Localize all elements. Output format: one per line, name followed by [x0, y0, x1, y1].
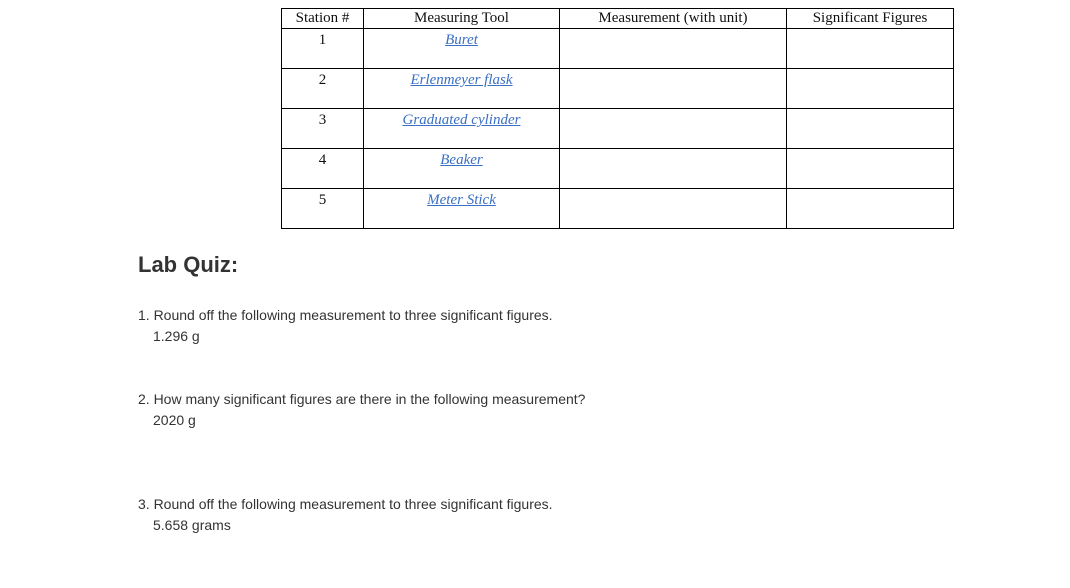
table-row [282, 29, 954, 69]
quiz-title: Lab Quiz: [138, 252, 239, 277]
tool-cell [364, 29, 560, 69]
station-number: 1 [282, 29, 364, 69]
measurement-cell[interactable] [560, 149, 787, 189]
tool-link-meter-stick[interactable]: Meter Stick [427, 192, 496, 208]
tool-link-buret[interactable]: Buret [445, 32, 478, 48]
quiz-question-1 [138, 306, 553, 345]
quiz-question-2 [138, 390, 585, 429]
sig-figs-cell[interactable] [787, 29, 954, 69]
tool-cell [364, 109, 560, 149]
station-number: 4 [282, 149, 364, 189]
quiz-question-3 [138, 495, 553, 534]
sig-figs-cell[interactable] [787, 189, 954, 229]
station-number: 3 [282, 109, 364, 149]
sig-figs-cell[interactable] [787, 149, 954, 189]
tool-cell [364, 189, 560, 229]
tool-link-erlenmeyer-flask[interactable]: Erlenmeyer flask [410, 72, 513, 88]
measurement-cell[interactable] [560, 109, 787, 149]
measurement-cell[interactable] [560, 189, 787, 229]
table-row [282, 189, 954, 229]
tool-cell [364, 149, 560, 189]
sig-figs-cell[interactable] [787, 109, 954, 149]
header-station: Station # [282, 9, 364, 29]
station-number: 2 [282, 69, 364, 109]
sig-figs-cell[interactable] [787, 69, 954, 109]
question-value: 1.296 g [153, 328, 200, 344]
stations-table [281, 8, 954, 229]
question-value: 2020 g [153, 412, 196, 428]
tool-link-graduated-cylinder[interactable]: Graduated cylinder [402, 112, 521, 128]
header-measuring-tool: Measuring Tool [364, 9, 560, 29]
station-number: 5 [282, 189, 364, 229]
measurement-cell[interactable] [560, 29, 787, 69]
table-row [282, 69, 954, 109]
table-row [282, 109, 954, 149]
table-row [282, 149, 954, 189]
header-measurement: Measurement (with unit) [560, 9, 787, 29]
question-prompt: 3. Round off the following measurement to three significant figures. [138, 496, 553, 512]
measurement-cell[interactable] [560, 69, 787, 109]
question-prompt: 2. How many significant figures are there in the following measurement? [138, 391, 586, 407]
header-significant-figures: Significant Figures [787, 9, 954, 29]
tool-cell [364, 69, 560, 109]
tool-link-beaker[interactable]: Beaker [440, 152, 483, 168]
question-prompt: 1. Round off the following measurement to three significant figures. [138, 307, 553, 323]
question-value: 5.658 grams [153, 517, 231, 533]
table-header-row [282, 9, 954, 29]
